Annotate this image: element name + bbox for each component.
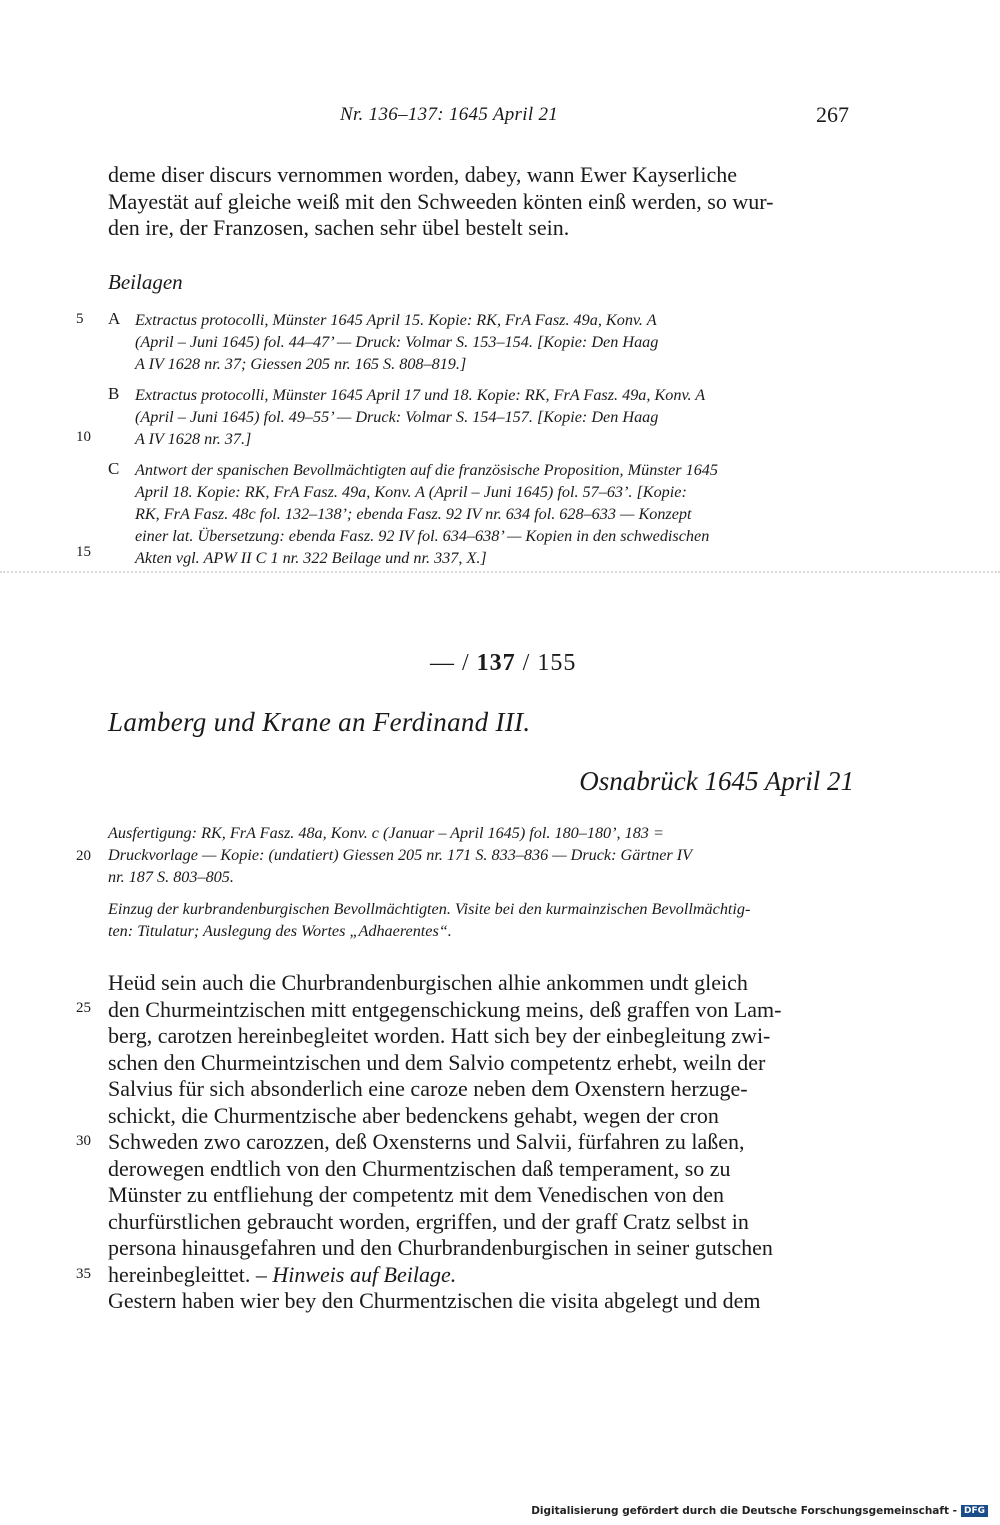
document-place-date: Osnabrück 1645 April 21: [579, 766, 854, 796]
text-line: (April – Juni 1645) fol. 49–55’ — Druck: Volmar S. 154–157. [Kopie: Den Haag: [135, 408, 659, 426]
document-number: [430, 650, 576, 677]
text-line: Heüd sein auch die Churbrandenburgischen alhie ankommen undt gleich: [108, 970, 748, 995]
text-line: [108, 1262, 854, 1289]
text-line: den Churmeintzischen mitt entgegenschickung meins, deß graffen von Lam-: [108, 996, 782, 1022]
beilage-c: [135, 459, 853, 569]
text-line: schickt, die Churmentzische aber bedenckens gehabt, wegen der cron: [108, 1102, 719, 1128]
page-number: 267: [816, 102, 849, 127]
doc-prefix: — /: [430, 650, 470, 676]
text-line: derowegen endtlich von den Churmentzischen daß temperament, so zu: [108, 1155, 731, 1181]
main-text: [108, 970, 854, 1315]
text-line: berg, carotzen hereinbegleitet worden. Hatt sich bey der einbegleitung zwi-: [108, 1023, 771, 1048]
divider: [0, 571, 1000, 573]
line-number: 20: [76, 848, 91, 864]
doc-separator: /: [522, 650, 531, 676]
beilagen-heading: Beilagen: [108, 270, 183, 294]
text-line: Antwort der spanischen Bevollmächtigten auf die französische Proposition, Münster 1645: [135, 461, 718, 479]
line-number: 30: [76, 1133, 91, 1149]
line-number: 25: [76, 1000, 91, 1016]
text-span: hereinbegleittet. –: [108, 1261, 267, 1287]
text-line: schen den Churmeintzischen und dem Salvio competentz erhebt, weiln der: [108, 1049, 766, 1075]
beilage-a: [135, 309, 853, 375]
beilage-b: [135, 384, 853, 450]
continuation-paragraph: [108, 162, 854, 242]
text-line: Gestern haben wier bey den Churmentzischen die visita abgelegt und dem: [108, 1288, 761, 1313]
text-line: den ire, der Franzosen, sachen sehr übel bestelt sein.: [108, 215, 570, 240]
text-line: April 18. Kopie: RK, FrA Fasz. 49a, Konv. A (April – Juni 1645) fol. 57–63’. [Kopie:: [135, 483, 687, 501]
footer: [531, 1505, 988, 1517]
text-line: Extractus protocolli, Münster 1645 April 15. Kopie: RK, FrA Fasz. 49a, Konv. A: [135, 311, 657, 329]
dfg-logo: DFG: [961, 1505, 988, 1517]
italic-note: Hinweis auf Beilage.: [272, 1261, 457, 1287]
text-line: ten: Titulatur; Auslegung des Wortes „Adhaerentes“.: [108, 922, 452, 940]
text-line: nr. 187 S. 803–805.: [108, 868, 234, 886]
text-line: Extractus protocolli, Münster 1645 April 17 und 18. Kopie: RK, FrA Fasz. 49a, Konv. A: [135, 386, 706, 404]
text-line: Salvius für sich absonderlich eine caroze neben dem Oxenstern herzuge-: [108, 1076, 748, 1101]
source-description: [108, 822, 854, 888]
summary: [108, 898, 854, 942]
document-title: Lamberg und Krane an Ferdinand III.: [108, 707, 531, 737]
text-line: A IV 1628 nr. 37.]: [135, 430, 252, 448]
text-line: Münster zu entfliehung der competentz mit dem Venedischen von den: [108, 1182, 725, 1207]
text-line: Druckvorlage — Kopie: (undatiert) Giessen 205 nr. 171 S. 833–836 — Druck: Gärtner IV: [108, 846, 693, 864]
line-number: 15: [76, 544, 91, 560]
doc-number-main: 137: [476, 650, 516, 676]
line-number: 35: [76, 1266, 91, 1282]
text-line: Akten vgl. APW II C 1 nr. 322 Beilage und nr. 337, X.]: [135, 549, 487, 567]
line-number: 10: [76, 429, 91, 445]
beilage-letter-b: B: [108, 384, 120, 403]
text-line: (April – Juni 1645) fol. 44–47’ — Druck: Volmar S. 153–154. [Kopie: Den Haag: [135, 333, 659, 351]
doc-number-alt: 155: [537, 650, 577, 676]
beilage-letter-c: C: [108, 459, 120, 478]
text-line: Mayestät auf gleiche weiß mit den Schweeden könten einß werden, so wur-: [108, 188, 774, 214]
running-head: Nr. 136–137: 1645 April 21: [340, 104, 559, 125]
text-line: RK, FrA Fasz. 48c fol. 132–138’; ebenda Fasz. 92 IV nr. 634 fol. 628–633 — Konzept: [135, 505, 692, 523]
footer-text: Digitalisierung gefördert durch die Deutsche Forschungsgemeinschaft -: [531, 1505, 957, 1517]
text-line: churfürstlichen gebraucht worden, ergriffen, und der graff Cratz selbst in: [108, 1208, 749, 1234]
text-line: persona hinausgefahren und den Churbrandenburgischen in seiner gutschen: [108, 1235, 773, 1260]
text-line: Einzug der kurbrandenburgischen Bevollmächtigten. Visite bei den kurmainzischen Bevollmächtig-: [108, 900, 751, 918]
text-line: A IV 1628 nr. 37; Giessen 205 nr. 165 S. 808–819.]: [135, 355, 467, 373]
text-line: Ausfertigung: RK, FrA Fasz. 48a, Konv. c (Januar – April 1645) fol. 180–180’, 183 =: [108, 824, 664, 842]
text-line: einer lat. Übersetzung: ebenda Fasz. 92 IV fol. 634–638’ — Kopien in den schwedischen: [135, 527, 710, 545]
text-line: deme diser discurs vernommen worden, dabey, wann Ewer Kayserliche: [108, 162, 738, 187]
beilage-letter-a: A: [108, 309, 121, 328]
text-line: Schweden zwo carozzen, deß Oxensterns und Salvii, fürfahren zu laßen,: [108, 1129, 745, 1154]
line-number: 5: [76, 311, 84, 327]
